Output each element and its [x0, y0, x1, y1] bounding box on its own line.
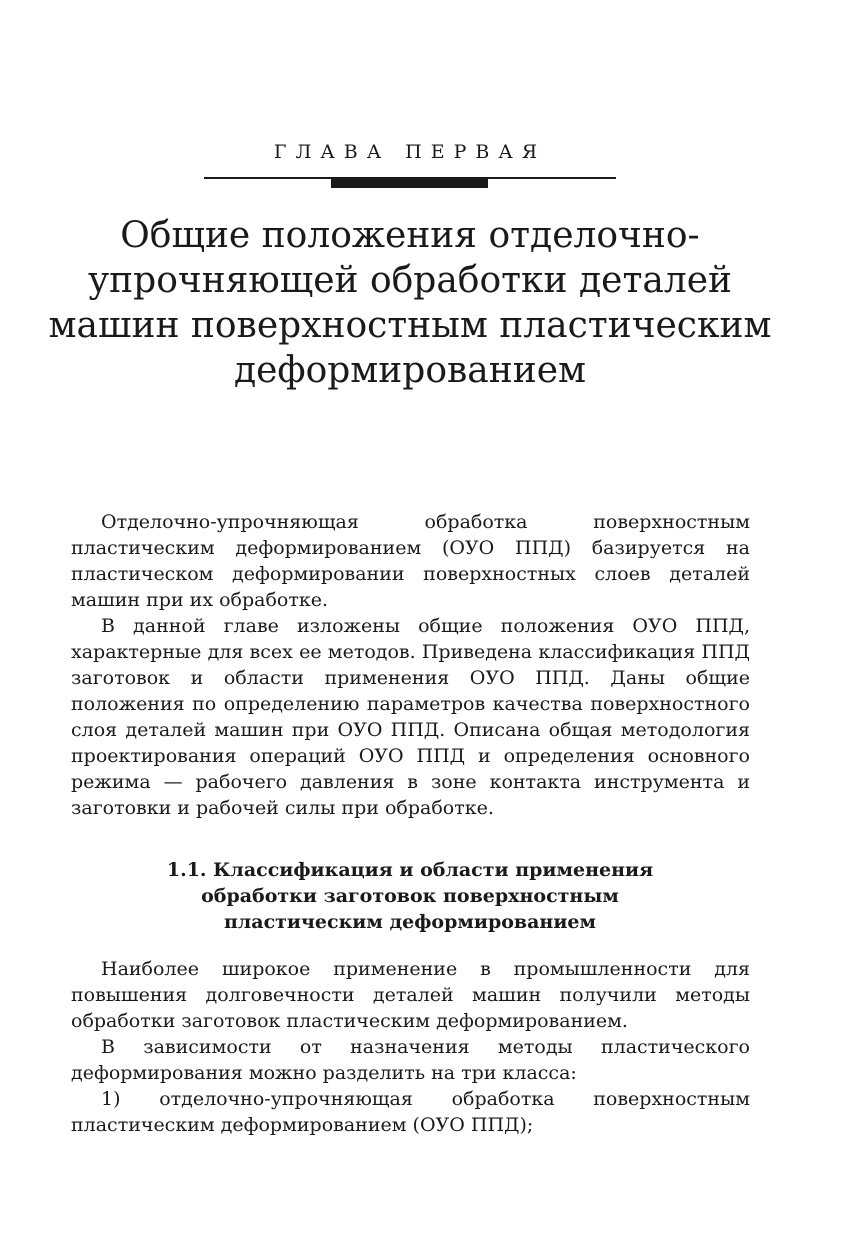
section-heading-line: пластическим деформированием	[223, 911, 597, 933]
section-paragraph: Наиболее широкое применение в промышленности для повышения долговечности деталей машин получили методы обработки заготовок пластическим деформированием.	[71, 958, 750, 1032]
chapter-title-line: деформированием	[233, 350, 587, 391]
intro-paragraph: Отделочно-упрочняющая обработка поверхностным пластическим деформированием (ОУО ППД) базируется на пластическом деформировании поверхностных слоев деталей машин при их обработке.	[71, 511, 750, 611]
section-paragraph: В зависимости от назначения методы пластического деформирования можно разделить на три класса:	[71, 1036, 750, 1084]
chapter-title	[40, 213, 780, 393]
section-heading-line: обработки заготовок поверхностным	[201, 885, 619, 907]
section-heading-line: 1.1. Классификация и области применения	[166, 859, 654, 881]
section-paragraph: 1) отделочно-упрочняющая обработка поверхностным пластическим деформированием (ОУО ППД);	[71, 1088, 750, 1136]
chapter-title-line: Общие положения отделочно-	[120, 215, 700, 256]
chapter-title-line: упрочняющей обработки деталей	[87, 260, 733, 301]
intro-text	[71, 509, 750, 821]
intro-paragraph: В данной главе изложены общие положения ОУО ППД, характерные для всех ее методов. Приведена классификация ППД заготовок и области применения ОУО ППД. Даны общие положения по определению параметров качества поверхностного слоя деталей машин при ОУО ППД. Описана общая методология проектирования операций ОУО ППД и определения основного режима — рабочего давления в зоне контакта инструмента и заготовки и рабочей силы при обработке.	[71, 615, 750, 819]
section-body-text	[71, 956, 750, 1138]
chapter-label: ГЛАВА ПЕРВАЯ	[273, 141, 547, 163]
section-heading	[60, 857, 760, 935]
chapter-divider-thick	[331, 179, 488, 188]
chapter-title-line: машин поверхностным пластическим	[48, 305, 772, 346]
